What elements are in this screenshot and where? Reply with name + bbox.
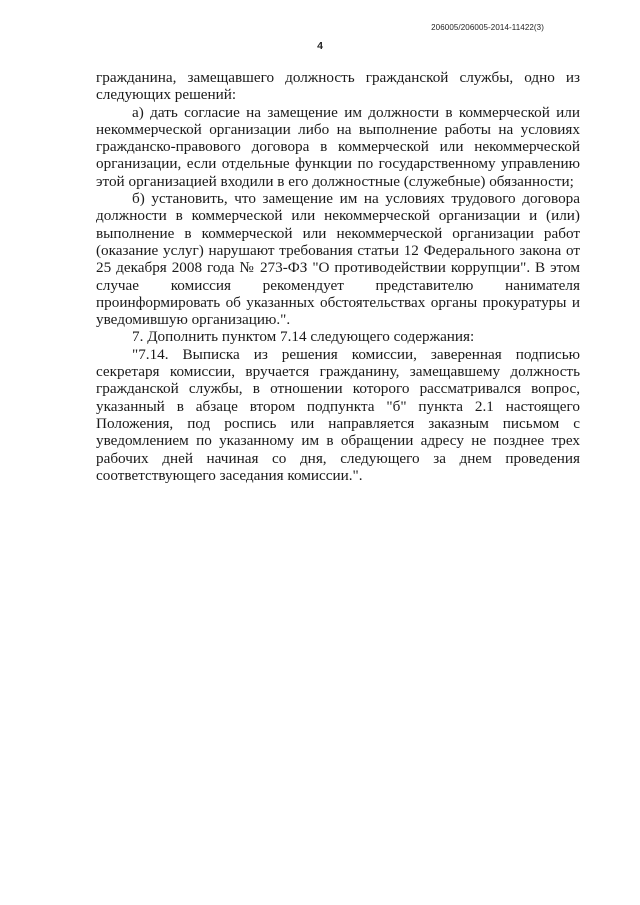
document-code: 206005/206005-2014-11422(3) <box>431 23 544 32</box>
paragraph-item-b: б) установить, что замещение им на условиях трудового договора должности в коммерческой или некоммерческой организации и (или) выполнение в коммерческой или некоммерческой организации работ (оказание услуг) нарушают требования статьи 12 Федерального закона от 25 декабря 2008 года № 273-ФЗ "О противодействии коррупции". В этом случае комиссия рекомендует представителю нанимателя проинформировать об указанных обстоятельствах органы прокуратуры и уведомившую организацию.". <box>96 190 580 329</box>
page-number: 4 <box>317 40 323 52</box>
document-body <box>96 69 580 484</box>
paragraph-continuation: гражданина, замещавшего должность гражданской службы, одно из следующих решений: <box>96 69 580 104</box>
paragraph-point-7-14: "7.14. Выписка из решения комиссии, заверенная подписью секретаря комиссии, вручается гражданину, замещавшему должность гражданской службы, в отношении которого рассматривался вопрос, указанный в абзаце втором подпункта "б" пункта 2.1 настоящего Положения, под роспись или направляется заказным письмом с уведомлением по указанному им в обращении адресу не позднее трех рабочих дней начиная со дня, следующего за днем проведения соответствующего заседания комиссии.". <box>96 345 580 484</box>
paragraph-item-a: а) дать согласие на замещение им должности в коммерческой или некоммерческой организации либо на выполнение работы на условиях гражданско-правового договора в коммерческой или некоммерческой организации, если отдельные функции по государственному управлению этой организацией входили в его должностные (служебные) обязанности; <box>96 103 580 190</box>
paragraph-point-7: 7. Дополнить пунктом 7.14 следующего содержания: <box>132 328 475 346</box>
